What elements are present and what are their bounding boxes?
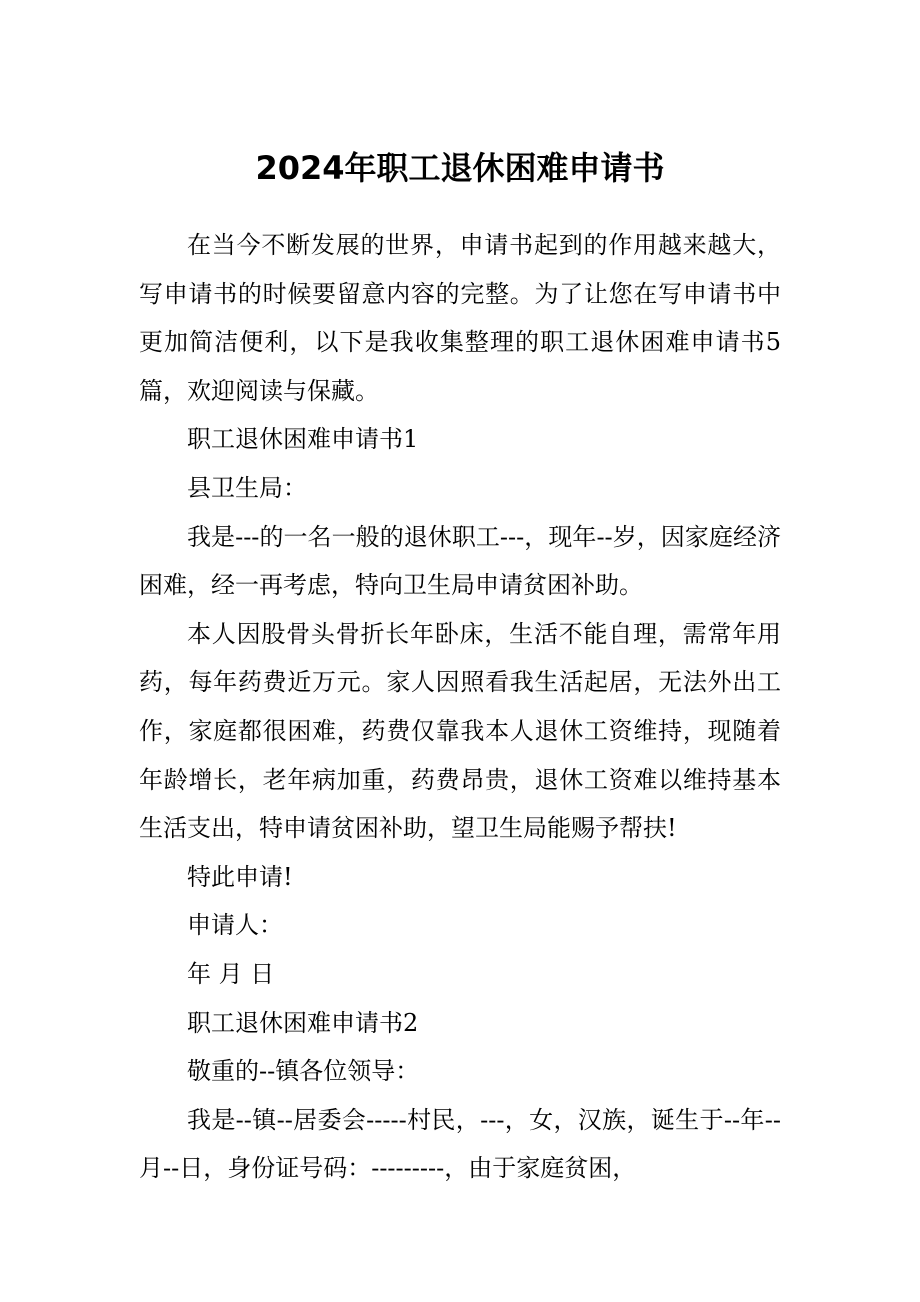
section-heading-2: 职工退休困难申请书2 — [187, 1008, 419, 1037]
intro-paragraph: 在当今不断发展的世界，申请书起到的作用越来越大，写申请书的时候要留意内容的完整。为了让您在写申请书中更加简洁便利，以下是我收集整理的职工退休困难申请书5篇，欢迎阅读与保藏。 — [139, 231, 781, 405]
body-paragraph: 我是--镇--居委会-----村民，---，女，汉族，诞生于--年--月--日，身份证号码：---------，由于家庭贫困， — [139, 1105, 781, 1183]
date-line: 年 月 日 — [187, 959, 275, 988]
salutation-2: 敬重的--镇各位领导： — [187, 1057, 420, 1086]
body-paragraph: 我是---的一名一般的退休职工---，现年--岁，因家庭经济困难，经一再考虑，特向卫生局申请贫困补助。 — [139, 522, 781, 600]
closing-line: 特此申请! — [187, 862, 293, 891]
document-title: 2024年职工退休困难申请书 — [255, 149, 665, 187]
salutation-1: 县卫生局： — [187, 473, 307, 502]
body-paragraph: 本人因股骨头骨折长年卧床，生活不能自理，需常年用药，每年药费近万元。家人因照看我生活起居，无法外出工作，家庭都很困难，药费仅靠我本人退休工资维持，现随着年龄增长，老年病加重，药费昂贵，退休工资难以维持基本生活支出，特申请贫困补助，望卫生局能赐予帮扶! — [139, 619, 781, 843]
applicant-label: 申请人： — [187, 911, 283, 940]
section-heading-1: 职工退休困难申请书1 — [187, 425, 419, 454]
document-body — [139, 221, 781, 1193]
